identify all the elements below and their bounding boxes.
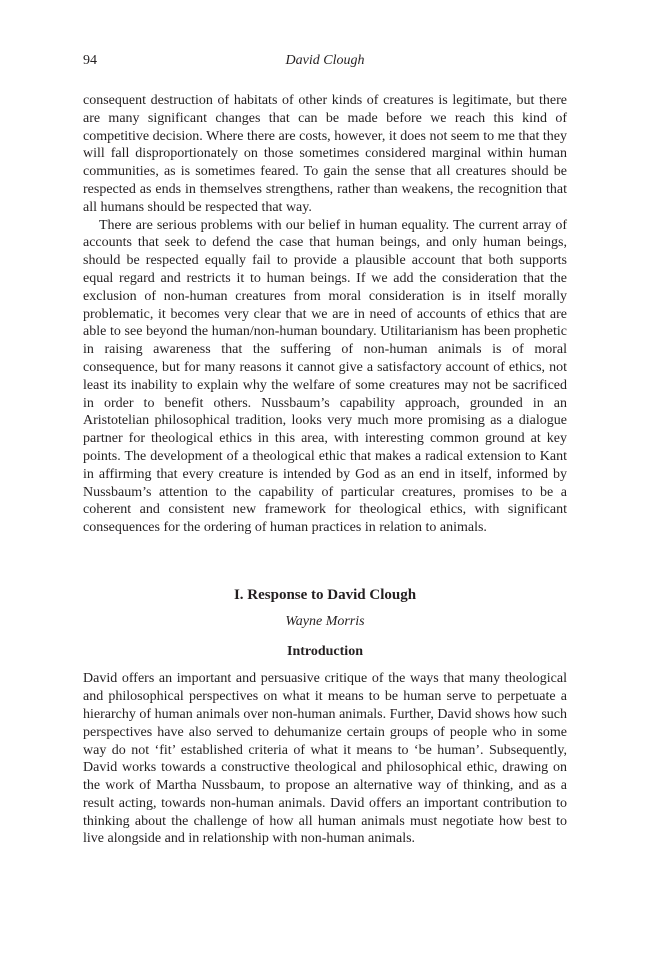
body-paragraph-2: There are serious problems with our belief in human equality. The current array of accounts that seek to defend the case that human beings, and only human beings, should be respected equally fail to provide a plausible account that both supports equal regard and restricts it to human beings. If we add the consideration that the exclusion of non-human creatures from moral consideration is in itself morally problematic, it becomes very clear that we are in need of accounts of ethics that are able to see beyond the human/non-human boundary. Utilitarianism has been prophetic in raising awareness that the suffering of non-human animals is of moral consequence, but for many reasons it cannot give a satisfactory account of ethics, not least its inability to explain why the welfare of some creatures may not be sacrificed in order to benefit others. Nussbaum’s capability approach, grounded in an Aristotelian philosophical tradition, looks very much more promising as a dialogue partner for theological ethics in this area, with interesting common ground at key points. The development of a theological ethic that makes a radical extension to Kant in affirming that every creature is intended by God as an end in itself, informed by Nussbaum’s attention to the capability of particular creatures, promises to be a coherent and consistent new framework for theological ethics, with significant consequences for the ordering of human practices in relation to animals.: [83, 217, 567, 536]
section-heading: I. Response to David Clough: [233, 586, 417, 603]
page-number: 94: [83, 53, 97, 68]
section-author: Wayne Morris: [285, 613, 365, 629]
running-head: [83, 52, 567, 72]
running-title: David Clough: [285, 53, 365, 68]
body-paragraph-1: consequent destruction of habitats of other kinds of creatures is legitimate, but there are many significant changes that can be made before we reach this kind of competitive decision. Where there are costs, however, it does not seem to me that they will fall disproportionately on those sometimes considered marginal within human communities, as is sometimes feared. To gain the sense that all creatures should be respected as ends in themselves strengthens, rather than weakens, the recognition that all humans should be respected that way.: [83, 93, 567, 215]
introduction-paragraph: David offers an important and persuasive critique of the ways that many theological and philosophical perspectives on what it means to be human serve to perpetuate a hierarchy of human animals over non-human animals. Further, David shows how such perspectives have also served to dehumanize certain groups of people who in some way do not ‘fit’ established criteria of what it means to ‘be human’. Subsequently, David works towards a constructive theological and philosophical ethic, drawing on the work of Martha Nussbaum, to propose an alternative way of thinking, and as a result acting, towards non-human animals. David offers an important contribution to thinking about the challenge of how all human animals must negotiate how best to live alongside and in relationship with non-human animals.: [83, 671, 567, 847]
book-page: [83, 52, 567, 848]
section-break: [83, 537, 567, 587]
introduction-heading: Introduction: [287, 643, 363, 659]
